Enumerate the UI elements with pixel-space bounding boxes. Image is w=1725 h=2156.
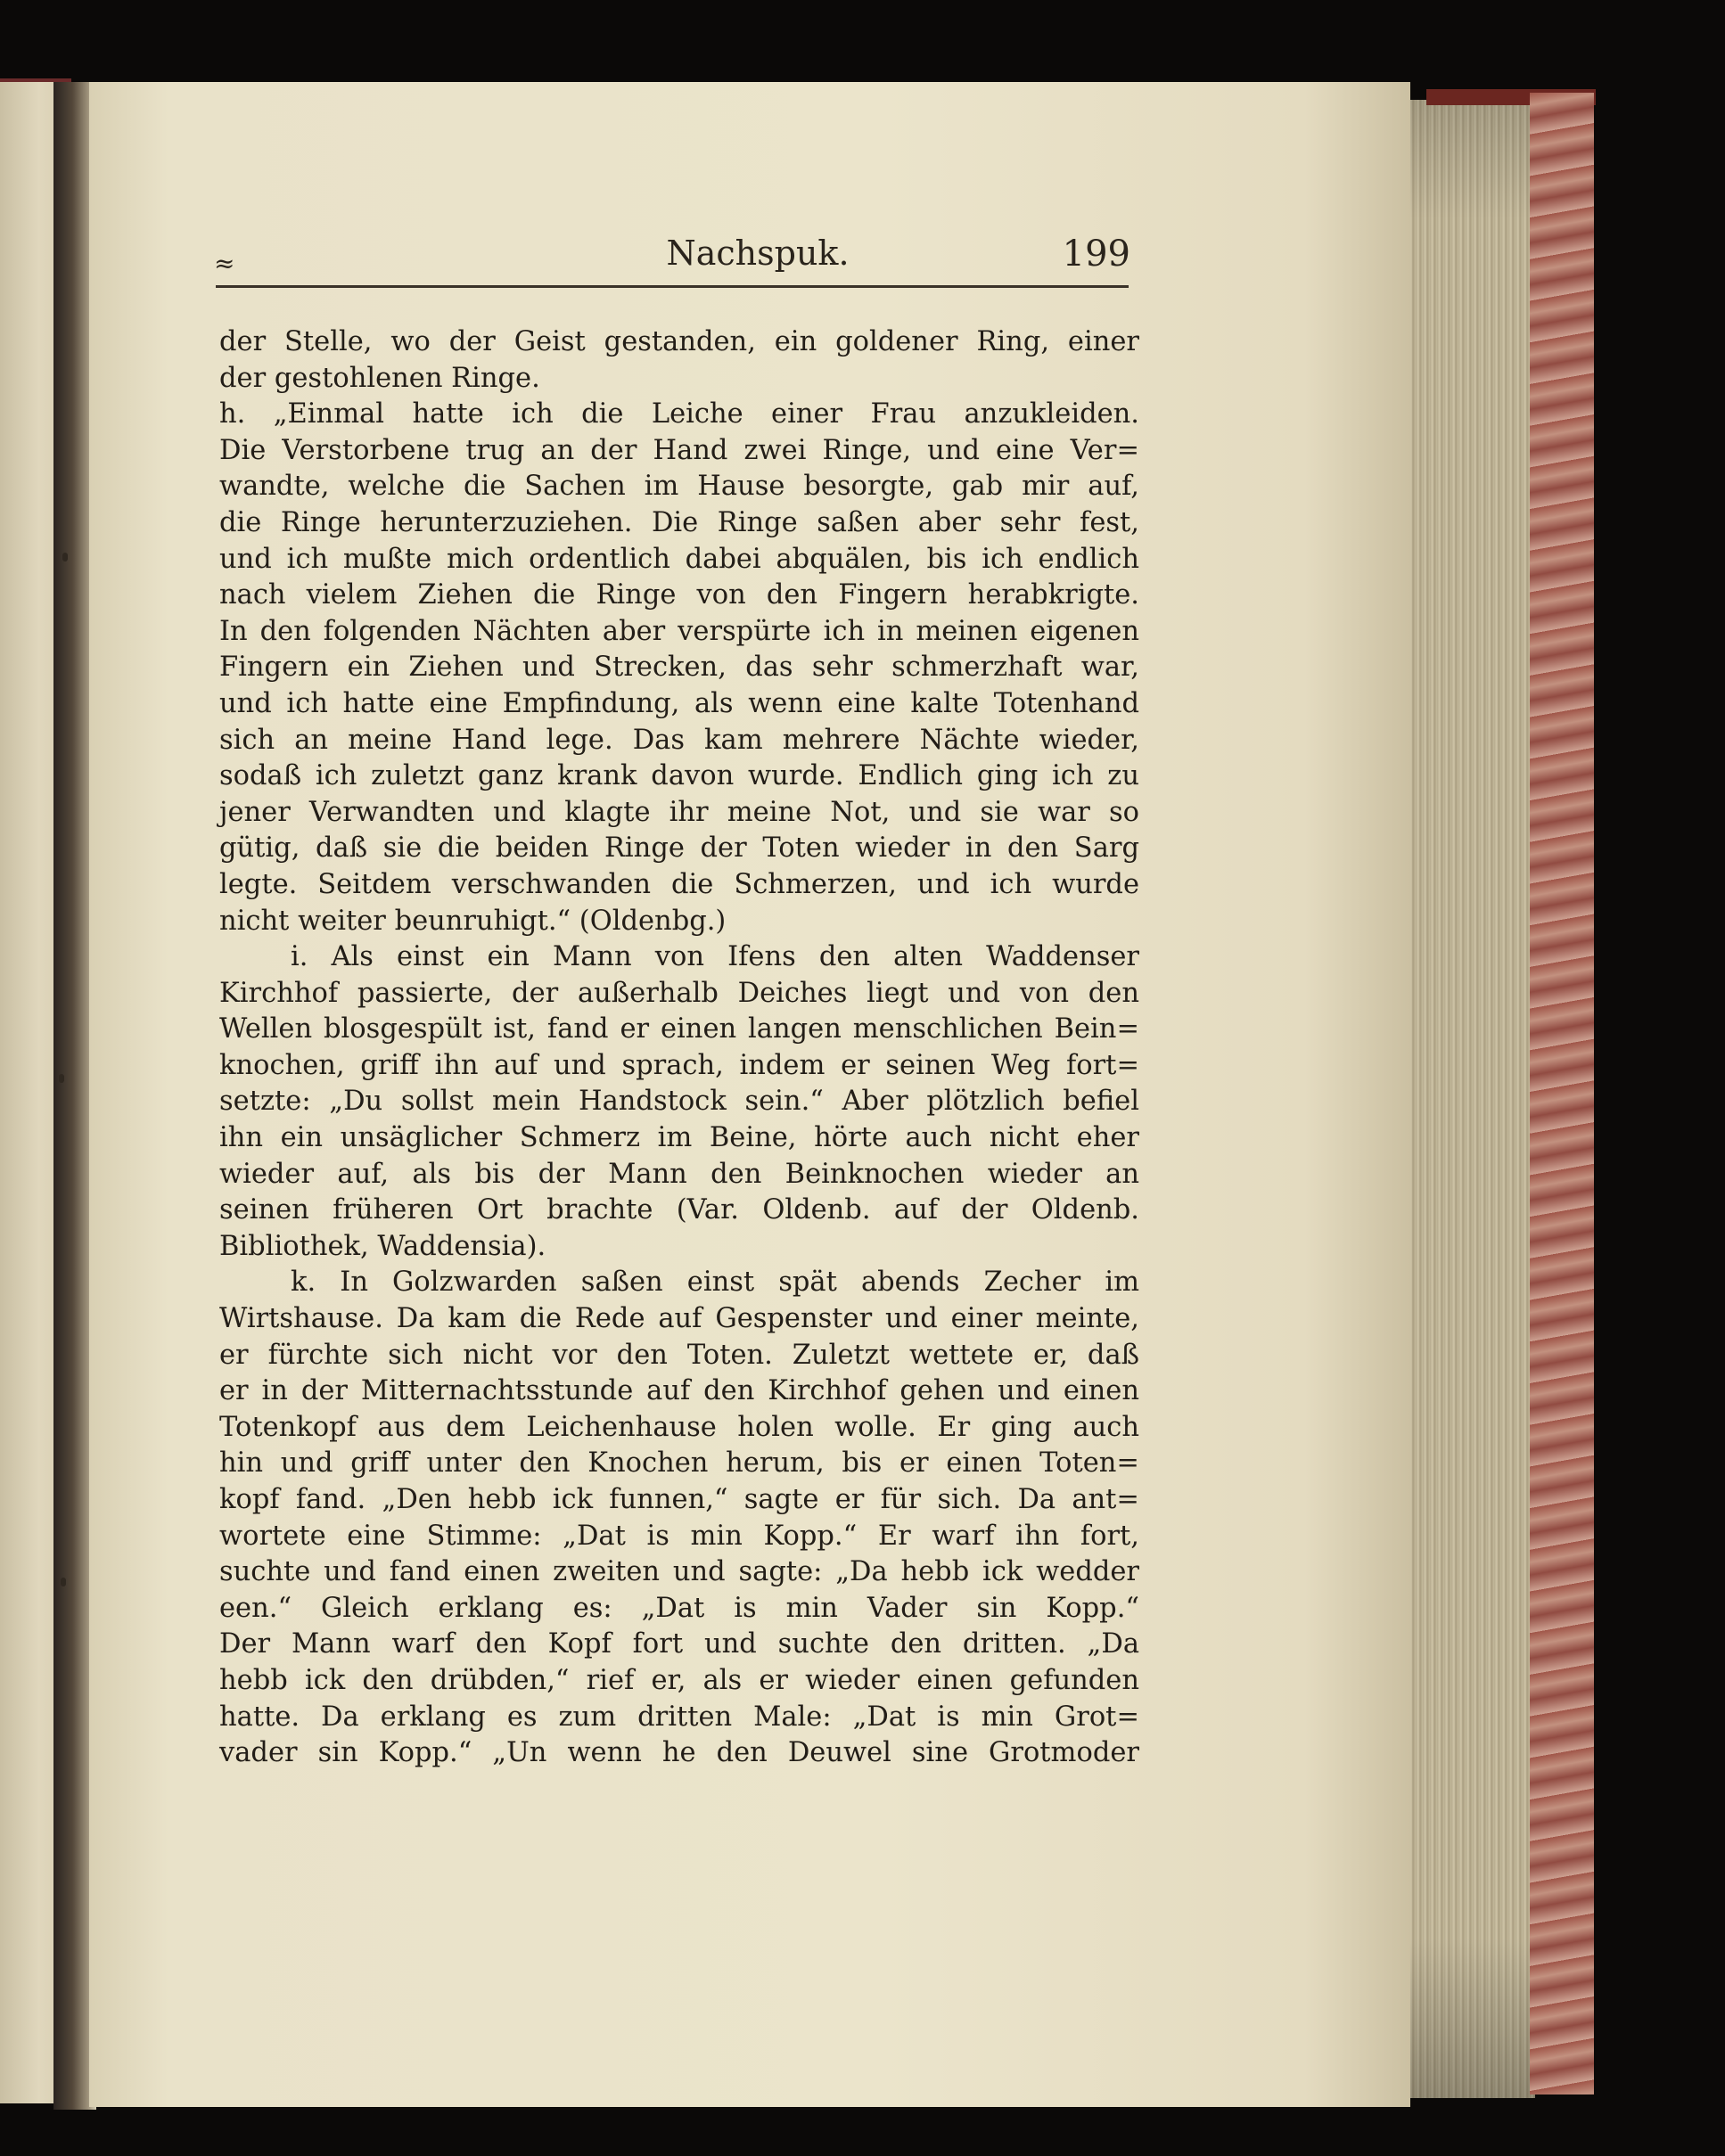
text-line: jener Verwandten und klagte ihr meine Not, und sie war so: [219, 796, 1139, 828]
text-line: In den folgenden Nächten aber verspürte ich in meinen eigenen: [219, 615, 1139, 647]
text-line: i. Als einst ein Mann von Ifens den alten Waddenser: [291, 941, 1139, 973]
text-line: gütig, daß sie die beiden Ringe der Toten wieder in den Sarg: [219, 832, 1139, 865]
text-line: kopf fand. „Den hebb ick funnen,“ sagte er für sich. Da ant=: [219, 1484, 1139, 1515]
text-line: Bibliothek, Waddensia).: [219, 1230, 546, 1262]
text-line: Fingern ein Ziehen und Strecken, das sehr schmerzhaft war,: [219, 652, 1139, 684]
text-line: sich an meine Hand lege. Das kam mehrere Nächte wieder,: [219, 724, 1139, 756]
text-line: seinen früheren Ort brachte (Var. Oldenb. auf der Oldenb.: [219, 1194, 1139, 1226]
text-line: er in der Mitternachtsstunde auf den Kirchhof gehen und einen: [219, 1375, 1139, 1407]
text-line: ihn ein unsäglicher Schmerz im Beine, hörte auch nicht eher: [219, 1122, 1139, 1154]
paragraph-k: [219, 1265, 1139, 1771]
text-line: Wellen blosgespült ist, fand er einen langen menschlichen Bein=: [219, 1013, 1139, 1045]
text-line: er fürchte sich nicht vor den Toten. Zuletzt wettete er, daß: [219, 1339, 1139, 1371]
header-ornament: ≈: [214, 249, 235, 278]
text-line: der gestohlenen Ringe.: [219, 362, 540, 394]
paragraph-h: [219, 397, 1139, 939]
text-line: hatte. Da erklang es zum dritten Male: „Dat is min Grot=: [219, 1701, 1139, 1733]
text-line: k. In Golzwarden saßen einst spät abends Zecher im: [291, 1267, 1139, 1299]
text-line: vader sin Kopp.“ „Un wenn he den Deuwel sine Grotmoder: [219, 1737, 1139, 1769]
margin-mark: [61, 1578, 66, 1586]
body-text: [219, 324, 1139, 1772]
text-line: Der Mann warf den Kopf fort und suchte den dritten. „Da: [219, 1628, 1139, 1660]
text-line: wandte, welche die Sachen im Hause besorgte, gab mir auf,: [219, 471, 1139, 503]
text-line: suchte und fand einen zweiten und sagte: „Da hebb ick wedder: [219, 1556, 1139, 1588]
text-line: und ich hatte eine Empfindung, als wenn eine kalte Totenhand: [219, 687, 1139, 719]
margin-mark: [59, 1074, 64, 1083]
marbled-cover-edge: [1530, 93, 1594, 2095]
text-line: Die Verstorbene trug an der Hand zwei Ringe, und eine Ver=: [219, 434, 1139, 466]
page-block-shade: [1401, 100, 1535, 2098]
text-line: wortete eine Stimme: „Dat is min Kopp.“ Er warf ihn fort,: [219, 1520, 1139, 1552]
text-line: legte. Seitdem verschwanden die Schmerzen, und ich wurde: [219, 868, 1139, 900]
text-line: Totenkopf aus dem Leichenhause holen wolle. Er ging auch: [219, 1411, 1139, 1443]
header-rule: [216, 285, 1129, 288]
text-line: und ich mußte mich ordentlich dabei abquälen, bis ich endlich: [219, 543, 1139, 575]
text-line: een.“ Gleich erklang es: „Dat is min Vader sin Kopp.“: [219, 1592, 1139, 1624]
page-number: 199: [1062, 234, 1130, 275]
paragraph-i: [219, 939, 1139, 1265]
text-line: sodaß ich zuletzt ganz krank davon wurde. Endlich ging ich zu: [219, 760, 1139, 792]
running-head: Nachspuk.: [666, 234, 850, 273]
text-line: nach vielem Ziehen die Ringe von den Fingern herabkrigte.: [219, 579, 1139, 611]
paragraph-continued: [219, 324, 1139, 397]
text-line: Wirtshause. Da kam die Rede auf Gespenster und einer meinte,: [219, 1303, 1139, 1335]
text-line: hin und griff unter den Knochen herum, bis er einen Toten=: [219, 1447, 1139, 1480]
text-line: setzte: „Du sollst mein Handstock sein.“ Aber plötzlich befiel: [219, 1086, 1139, 1118]
text-line: der Stelle, wo der Geist gestanden, ein goldener Ring, einer: [219, 326, 1139, 357]
margin-mark: [62, 553, 68, 562]
text-line: h. „Einmal hatte ich die Leiche einer Frau anzukleiden.: [219, 398, 1139, 430]
text-line: Kirchhof passierte, der außerhalb Deiches liegt und von den: [219, 977, 1139, 1009]
text-line: knochen, griff ihn auf und sprach, indem er seinen Weg fort=: [219, 1049, 1139, 1081]
text-line: die Ringe herunterzuziehen. Die Ringe saßen aber sehr fest,: [219, 506, 1139, 538]
text-line: wieder auf, als bis der Mann den Beinknochen wieder an: [219, 1158, 1139, 1190]
text-line: hebb ick den drübden,“ rief er, als er wieder einen gefunden: [219, 1664, 1139, 1696]
text-line: nicht weiter beunruhigt.“ (Oldenbg.): [219, 905, 727, 937]
